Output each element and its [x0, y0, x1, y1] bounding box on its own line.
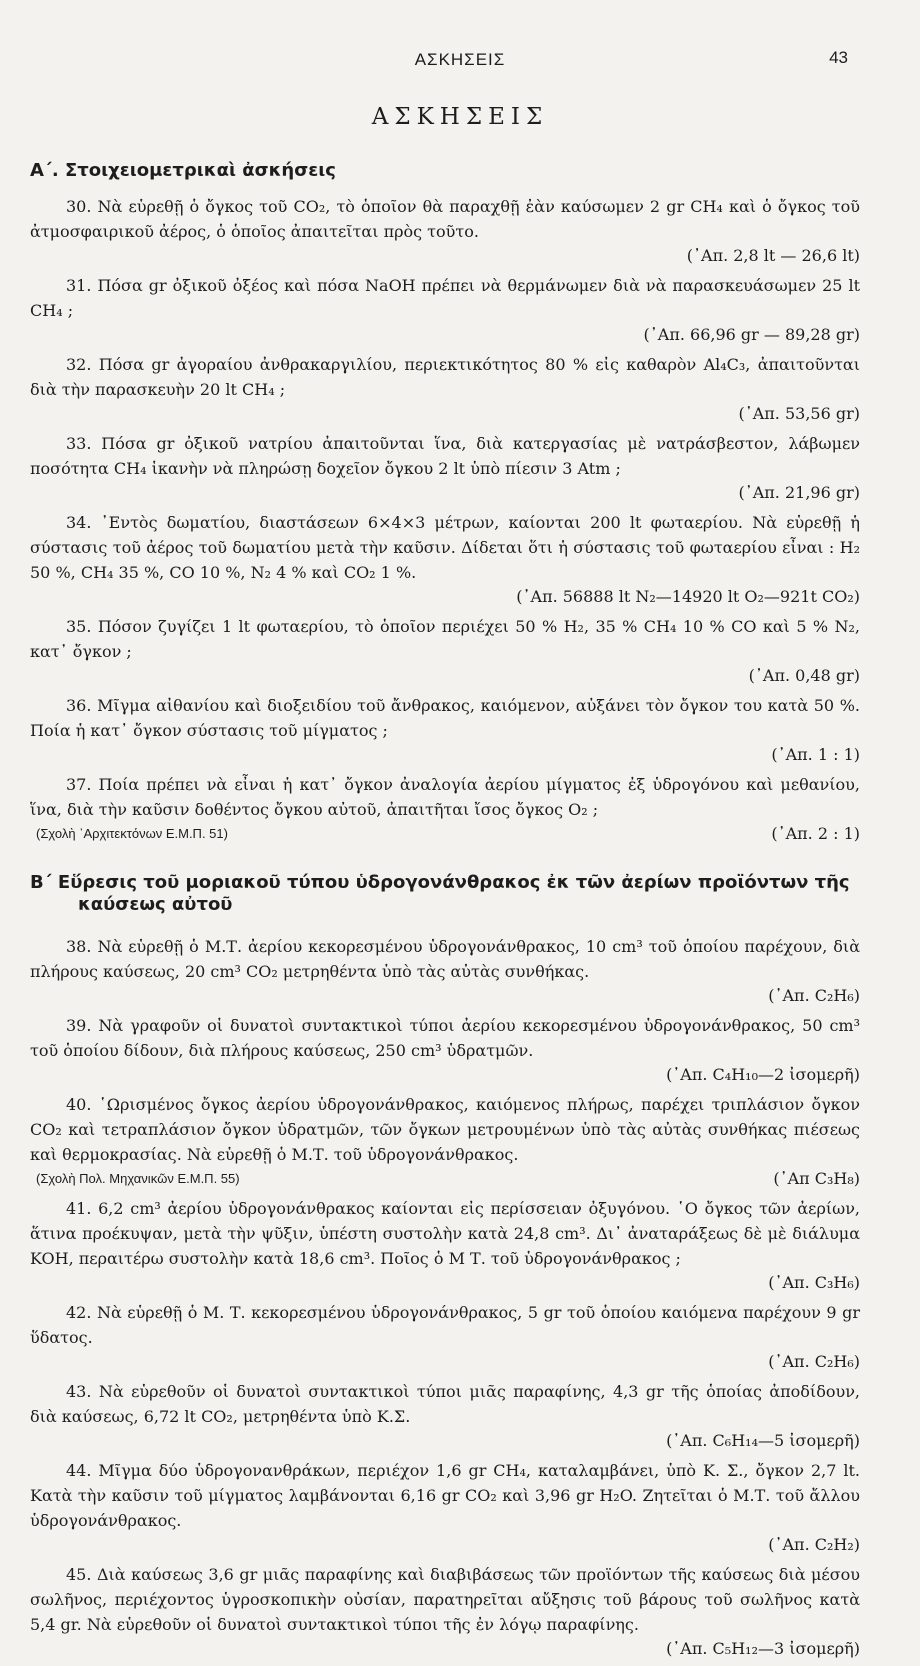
exercise-source: (Σχολὴ ᾿Αρχιτεκτόνων Ε.Μ.Π. 51) [36, 826, 228, 841]
exercise-item [30, 431, 860, 505]
exercise-text: 33. Πόσα gr ὀξικοῦ νατρίου ἀπαιτοῦνται ἵνα, διὰ κατεργασίας μὲ νατράσβεστον, λάβωμεν ποσότητα CH₄ ἱκανὴν νὰ πληρώσῃ δοχεῖον ὄγκου 2 lt ὑπὸ πίεσιν 3 Atm ; [30, 434, 860, 478]
exercise-text: 30. Νὰ εὑρεθῇ ὁ ὄγκος τοῦ CO₂, τὸ ὁποῖον θὰ παραχθῇ ἐὰν καύσωμεν 2 gr CH₄ καὶ ὁ ὄγκος τοῦ ἀτμοσφαιρικοῦ ἀέρος, ὁ ὁποῖος ἀπαιτεῖται πρὸς τοῦτο. [30, 197, 860, 241]
exercise-text: 37. Ποία πρέπει νὰ εἶναι ἡ κατ᾿ ὄγκον ἀναλογία ἀερίου μίγματος ἐξ ὑδρογόνου καὶ μεθανίου, ἵνα, διὰ τὴν καῦσιν δοθέντος ὄγκου αὐτοῦ, ἀπαιτῆται ἴσος ὄγκος O₂ ; [30, 775, 860, 819]
exercise-answer-line [30, 402, 860, 426]
exercise-answer: (᾿Απ. 1 : 1) [771, 745, 860, 764]
exercise-text: 32. Πόσα gr ἀγοραίου ἀνθρακαργιλίου, περιεκτικότητος 80 % εἰς καθαρὸν Al₄C₃, ἀπαιτοῦνται διὰ τὴν παρασκευὴν 20 lt CH₄ ; [30, 355, 860, 399]
exercise-answer-line [30, 822, 860, 846]
exercise-answer: (᾿Απ. C₆H₁₄—5 ἰσομερῆ) [666, 1431, 860, 1450]
section-a-exercises [30, 194, 860, 846]
exercise-answer: (᾿Απ. C₂H₆) [768, 1352, 860, 1371]
exercise-answer: (᾿Απ. 66,96 gr — 89,28 gr) [643, 325, 860, 344]
exercise-item [30, 934, 860, 1008]
section-b-heading [30, 872, 860, 916]
exercise-answer: (᾿Απ. C₃H₆) [768, 1273, 860, 1292]
exercise-answer: (᾿Απ. 53,56 gr) [738, 404, 860, 423]
exercise-item [30, 614, 860, 688]
section-b-exercises [30, 934, 860, 1661]
exercise-answer: (᾿Απ. 21,96 gr) [738, 483, 860, 502]
exercise-text: 45. Διὰ καύσεως 3,6 gr μιᾶς παραφίνης καὶ διαβιβάσεως τῶν προϊόντων τῆς καύσεως διὰ μέσου σωλῆνος, περιέχοντος ὑγροσκοπικὴν οὐσίαν, παρατηρεῖται αὔξησις τοῦ βάρους τοῦ σωλῆνος κατὰ 5,4 gr. Νὰ εὑρεθοῦν οἱ δυνατοὶ συντακτικοὶ τύποι τῆς ἐν λόγῳ παραφίνης. [30, 1565, 860, 1634]
exercise-answer: (᾿Απ. 2,8 lt — 26,6 lt) [686, 246, 860, 265]
section-b-heading-line2: καύσεως αὐτοῦ [78, 894, 233, 915]
exercise-text: 40. ῾Ωρισμένος ὄγκος ἀερίου ὑδρογονάνθρακος, καιόμενος πλήρως, παρέχει τριπλάσιον ὄγκον CO₂ καὶ τετραπλάσιον ὄγκον ὑδρατμῶν, τῶν ὄγκων μετρουμένων ὑπὸ τὰς αὐτὰς συνθήκας πιέσεως καὶ θερμοκρασίας. Νὰ εὑρεθῇ ὁ Μ.Τ. τοῦ ὑδρογονάνθρακος. [30, 1095, 860, 1164]
exercise-item [30, 1562, 860, 1661]
section-b-heading-line1: Β΄ Εὕρεσις τοῦ μοριακοῦ τύπου ὑδρογονάνθρακος ἐκ τῶν ἀερίων προϊόντων τῆς [30, 872, 850, 893]
section-a-heading: Α΄. Στοιχειομετρικαὶ ἀσκήσεις [30, 160, 336, 181]
exercise-text: 36. Μῖγμα αἰθανίου καὶ διοξειδίου τοῦ ἄνθρακος, καιόμενον, αὐξάνει τὸν ὄγκον του κατὰ 50 %. Ποία ἡ κατ᾿ ὄγκον σύστασις τοῦ μίγματος ; [30, 696, 860, 740]
exercise-text: 39. Νὰ γραφοῦν οἱ δυνατοὶ συντακτικοὶ τύποι ἀερίου κεκορεσμένου ὑδρογονάνθρακος, 50 cm³ τοῦ ὁποίου δίδουν, διὰ πλήρους καύσεως, 250 cm³ ὑδρατμῶν. [30, 1016, 860, 1060]
exercise-item [30, 772, 860, 846]
page-title: ΑΣΚΗΣΕΙΣ [371, 104, 549, 130]
page-content [30, 160, 860, 1666]
exercise-answer: (᾿Απ C₃H₈) [773, 1169, 860, 1188]
exercise-answer-line [30, 1063, 860, 1087]
exercise-text: 43. Νὰ εὑρεθοῦν οἱ δυνατοὶ συντακτικοὶ τύποι μιᾶς παραφίνης, 4,3 gr τῆς ὁποίας ἀποδίδουν, διὰ καύσεως, 6,72 lt CO₂, μετρηθέντα ὑπὸ Κ.Σ. [30, 1382, 860, 1426]
running-title: ΑΣΚΗΣΕΙΣ [414, 50, 506, 69]
exercise-item [30, 693, 860, 767]
exercise-answer: (᾿Απ. C₂H₂) [768, 1535, 860, 1554]
exercise-item [30, 510, 860, 609]
exercise-answer-line [30, 1637, 860, 1661]
exercise-item [30, 1458, 860, 1557]
exercise-text: 35. Πόσον ζυγίζει 1 lt φωταερίου, τὸ ὁποῖον περιέχει 50 % H₂, 35 % CH₄ 10 % CO καὶ 5 % N₂, κατ᾿ ὄγκον ; [30, 617, 860, 661]
exercise-answer: (᾿Απ. C₂H₆) [768, 986, 860, 1005]
exercise-answer-line [30, 664, 860, 688]
exercise-item [30, 1379, 860, 1453]
exercise-item [30, 352, 860, 426]
exercise-answer-line [30, 244, 860, 268]
exercise-item [30, 1092, 860, 1191]
exercise-answer: (᾿Απ. 0,48 gr) [748, 666, 860, 685]
exercise-answer: (᾿Απ. 2 : 1) [771, 824, 860, 843]
page-number: 43 [829, 48, 848, 67]
exercise-answer-line [30, 743, 860, 767]
exercise-answer-line [30, 1271, 860, 1295]
exercise-answer-line [30, 323, 860, 347]
exercise-answer: (᾿Απ. C₅H₁₂—3 ἰσομερῆ) [666, 1639, 860, 1658]
exercise-text: 42. Νὰ εὑρεθῇ ὁ Μ. Τ. κεκορεσμένου ὑδρογονάνθρακος, 5 gr τοῦ ὁποίου καιόμενα παρέχουν 9 gr ὕδατος. [30, 1303, 860, 1347]
exercise-item [30, 194, 860, 268]
exercise-answer-line [30, 481, 860, 505]
exercise-answer: (᾿Απ. 56888 lt N₂—14920 lt O₂—921t CO₂) [516, 587, 860, 606]
exercise-answer-line [30, 984, 860, 1008]
exercise-item [30, 1013, 860, 1087]
exercise-text: 34. ᾿Εντὸς δωματίου, διαστάσεων 6×4×3 μέτρων, καίονται 200 lt φωταερίου. Νὰ εὑρεθῇ ἡ σύστασις τοῦ ἀέρος τοῦ δωματίου μετὰ τὴν καῦσιν. Δίδεται ὅτι ἡ σύστασις τοῦ φωταερίου εἶναι : H₂ 50 %, CH₄ 35 %, CO 10 %, N₂ 4 % καὶ CO₂ 1 %. [30, 513, 860, 582]
exercise-answer-line [30, 1350, 860, 1374]
exercise-answer: (᾿Απ. C₄H₁₀—2 ἰσομερῆ) [666, 1065, 860, 1084]
exercise-answer-line [30, 585, 860, 609]
exercise-source: (Σχολὴ Πολ. Μηχανικῶν Ε.Μ.Π. 55) [36, 1171, 240, 1186]
exercise-text: 44. Μῖγμα δύο ὑδρογονανθράκων, περιέχον 1,6 gr CH₄, καταλαμβάνει, ὑπὸ Κ. Σ., ὄγκον 2,7 lt. Κατὰ τὴν καῦσιν τοῦ μίγματος λαμβάνονται 6,16 gr CO₂ καὶ 3,96 gr H₂O. Ζητεῖται ὁ Μ.Τ. τοῦ ἄλλου ὑδρογονάνθρακος. [30, 1461, 860, 1530]
exercise-answer-line [30, 1429, 860, 1453]
exercise-item [30, 1300, 860, 1374]
exercise-text: 41. 6,2 cm³ ἀερίου ὑδρογονάνθρακος καίονται εἰς περίσσειαν ὀξυγόνου. ῾Ο ὄγκος τῶν ἀερίων, ἅτινα προέκυψαν, μετὰ τὴν ψῦξιν, ὑπέστη συστολὴν κατὰ 24,8 cm³. Δι᾿ ἀναταράξεως δὲ μὲ διάλυμα KOH, περαιτέρω συστολὴν κατὰ 18,6 cm³. Ποῖος ὁ Μ Τ. τοῦ ὑδρογονάνθρακος ; [30, 1199, 860, 1268]
exercise-item [30, 273, 860, 347]
exercise-answer-line [30, 1167, 860, 1191]
exercise-text: 31. Πόσα gr ὀξικοῦ ὀξέος καὶ πόσα NaOH πρέπει νὰ θερμάνωμεν διὰ νὰ παρασκευάσωμεν 25 lt CH₄ ; [30, 276, 860, 320]
exercise-item [30, 1196, 860, 1295]
exercise-answer-line [30, 1533, 860, 1557]
exercise-text: 38. Νὰ εὑρεθῇ ὁ Μ.Τ. ἀερίου κεκορεσμένου ὑδρογονάνθρακος, 10 cm³ τοῦ ὁποίου παρέχουν, διὰ πλήρους καύσεως, 20 cm³ CO₂ μετρηθέντα ὑπὸ τὰς αὐτὰς συνθήκας. [30, 937, 860, 981]
